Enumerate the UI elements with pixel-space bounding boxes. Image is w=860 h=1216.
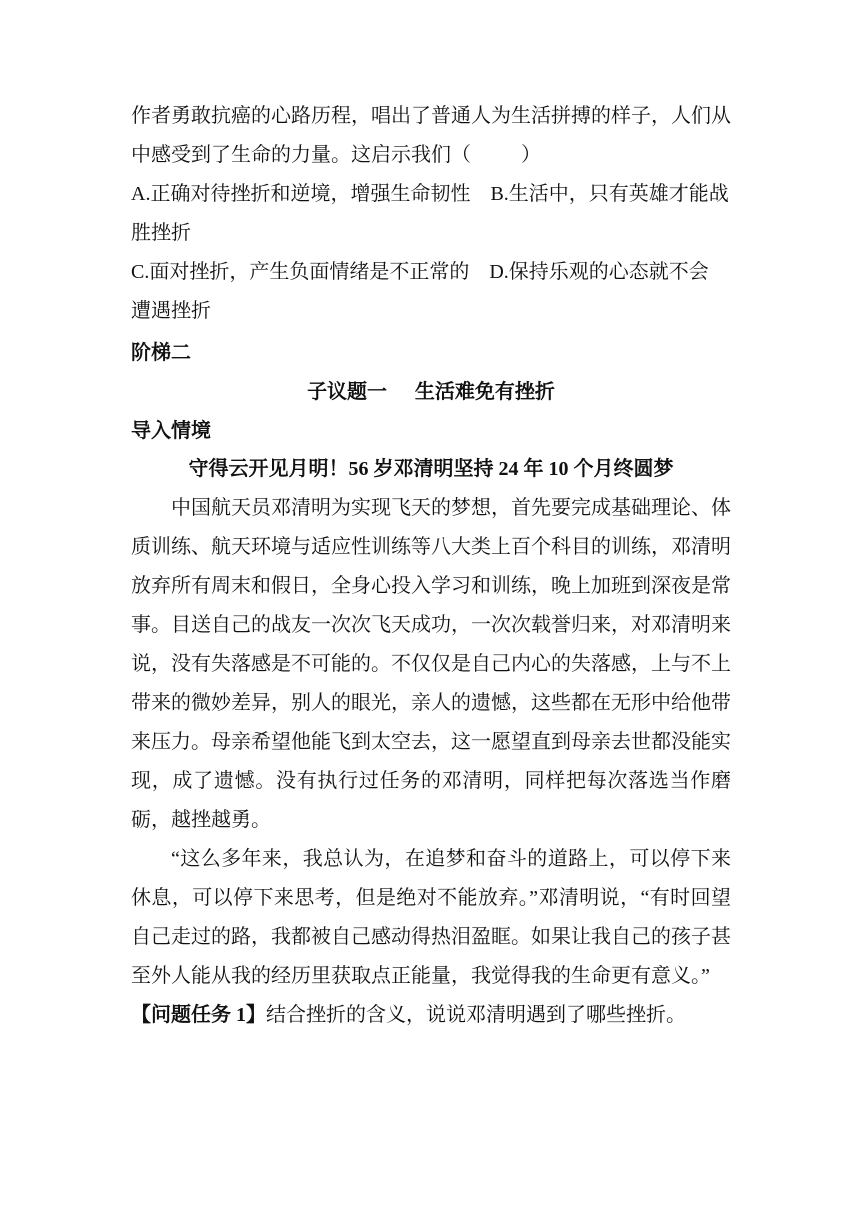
section-title: 导入情境 <box>131 418 211 442</box>
question-stem-line-2: 中感受到了生命的力量。这启示我们（ ） <box>131 144 541 166</box>
option-line-1: A.正确对待挫折和逆境，增强生命韧性 B.生活中，只有英雄才能战 <box>131 183 729 205</box>
subtopic-title: 子议题一 生活难免有挫折 <box>307 379 555 403</box>
option-line-4: 遭遇挫折 <box>131 300 211 322</box>
article-paragraph-2: “这么多年来，我总认为，在追梦和奋斗的道路上，可以停下来休息，可以停下来思考，但是绝对不能放弃。”邓清明说，“有时回望自己走过的路，我都被自己感动得热泪盈眶。如果让我自己的孩子甚至外人能从我的经历里获取点正能量，我觉得我的生命更有意义。” <box>131 848 731 987</box>
document-page <box>131 97 731 1035</box>
option-line-2: 胜挫折 <box>131 222 191 244</box>
problem-task-label: 【问题任务 1】 <box>131 1004 266 1026</box>
option-line-3: C.面对挫折，产生负面情绪是不正常的 D.保持乐观的心态就不会 <box>131 261 709 283</box>
problem-task <box>131 996 731 1035</box>
problem-task-text: 结合挫折的含义，说说邓清明遇到了哪些挫折。 <box>266 1004 686 1026</box>
article-paragraph-1: 中国航天员邓清明为实现飞天的梦想，首先要完成基础理论、体质训练、航天环境与适应性训练等八大类上百个科目的训练，邓清明放弃所有周末和假日，全身心投入学习和训练，晚上加班到深夜是常事。目送自己的战友一次次飞天成功，一次次载誉归来，对邓清明来说，没有失落感是不可能的。不仅仅是自己内心的失落感，上与不上带来的微妙差异，别人的眼光，亲人的遗憾，这些都在无形中给他带来压力。母亲希望他能飞到太空去，这一愿望直到母亲去世都没能实现，成了遗憾。没有执行过任务的邓清明，同样把每次落选当作磨砺，越挫越勇。 <box>131 497 731 831</box>
ladder-title: 阶梯二 <box>131 340 191 364</box>
article-title: 守得云开见月明！56 岁邓清明坚持 24 年 10 个月终圆梦 <box>188 458 674 480</box>
question-stem-line-1: 作者勇敢抗癌的心路历程，唱出了普通人为生活拼搏的样子，人们从 <box>131 105 731 127</box>
